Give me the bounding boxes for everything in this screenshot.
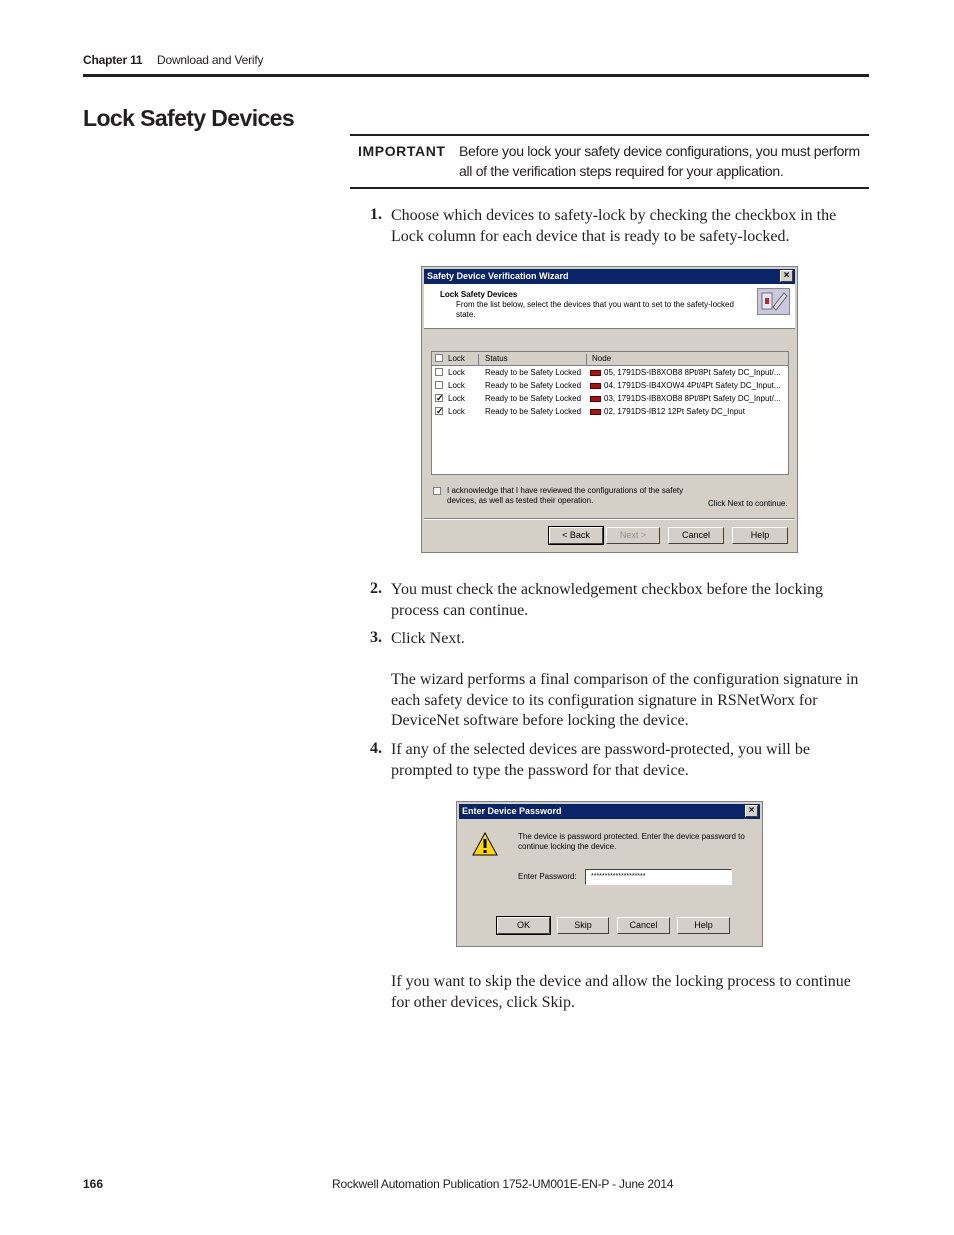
row-status: Ready to be Safety Locked — [485, 381, 582, 390]
lock-checkbox-checked[interactable]: ✓ — [436, 406, 444, 416]
row-lock: Lock — [448, 368, 465, 377]
row-node: 04, 1791DS-IB4XOW4 4Pt/4Pt Safety DC_Input... — [604, 381, 781, 390]
password-field-label: Enter Password: — [518, 872, 577, 881]
step-1-text: Choose which devices to safety-lock by checking the checkbox in the Lock column for each device that is ready to be safety-locked. — [391, 207, 837, 245]
step-3-text: Click Next. — [391, 630, 465, 647]
list-header — [432, 352, 788, 366]
row-lock: Lock — [448, 381, 465, 390]
row-status: Ready to be Safety Locked — [485, 407, 582, 416]
lock-checkbox[interactable] — [435, 368, 443, 376]
table-row[interactable] — [432, 392, 788, 405]
password-message: The device is password protected. Enter the device password to continue locking the device. — [518, 832, 745, 851]
wizard-heading: Lock Safety Devices — [440, 290, 518, 299]
column-header-lock[interactable]: Lock — [448, 354, 479, 365]
password-input[interactable]: ******************** — [585, 869, 732, 885]
wizard-divider — [424, 518, 795, 520]
step-2-number: 2. — [370, 580, 382, 597]
table-row[interactable] — [432, 366, 788, 379]
skip-button[interactable]: Skip — [557, 917, 609, 934]
acknowledge-label: I acknowledge that I have reviewed the configurations of the safety devices, as well as tested their operation. — [447, 486, 684, 505]
step-3-number: 3. — [370, 629, 382, 646]
wizard-title: Safety Device Verification Wizard — [427, 271, 569, 281]
close-icon[interactable]: × — [780, 270, 793, 282]
device-icon — [590, 409, 601, 415]
lock-checkbox[interactable] — [435, 381, 443, 389]
close-icon[interactable]: × — [745, 805, 758, 817]
acknowledge-checkbox[interactable] — [433, 487, 441, 495]
column-header-node[interactable]: Node — [592, 354, 612, 363]
closing-text: If you want to skip the device and allow the locking process to continue for other devices, click Skip. — [391, 973, 851, 1011]
password-dialog-title: Enter Device Password — [462, 806, 562, 816]
header-rule — [83, 74, 869, 77]
wizard-logo-icon — [757, 288, 790, 315]
row-node: 03, 1791DS-IB8XOB8 8Pt/8Pt Safety DC_Input/... — [604, 394, 781, 403]
verification-wizard-window — [421, 266, 798, 553]
page-number: 166 — [83, 1177, 104, 1191]
chapter-title: Download and Verify — [157, 53, 264, 67]
device-icon — [590, 370, 601, 376]
table-row[interactable] — [432, 405, 788, 418]
device-icon — [590, 383, 601, 389]
help-button[interactable]: Help — [732, 527, 788, 544]
row-status: Ready to be Safety Locked — [485, 368, 582, 377]
row-lock: Lock — [448, 394, 465, 403]
column-header-status[interactable]: Status — [485, 354, 587, 365]
important-top-rule — [350, 134, 869, 136]
cancel-button[interactable]: Cancel — [668, 527, 724, 544]
important-label: IMPORTANT — [358, 143, 446, 159]
publication-info: Rockwell Automation Publication 1752-UM001E-EN-P - June 2014 — [332, 1177, 674, 1191]
select-all-checkbox[interactable] — [435, 354, 443, 362]
ok-button[interactable]: OK — [497, 917, 550, 934]
step-3-note: The wizard performs a final comparison of the configuration signature in each safety device to its configuration signature in RSNetWorx for DeviceNet software before locking the device. — [391, 671, 859, 729]
step-1-number: 1. — [370, 206, 382, 223]
important-bottom-rule — [350, 187, 869, 189]
step-2-text: You must check the acknowledgement checkbox before the locking process can continue. — [391, 581, 824, 619]
password-dialog — [456, 801, 763, 947]
step-4-text: If any of the selected devices are password-protected, you will be prompted to type the password for that device. — [391, 741, 810, 779]
step-4-number: 4. — [370, 740, 382, 757]
device-list — [431, 351, 789, 475]
row-node: 05, 1791DS-IB8XOB8 8Pt/8Pt Safety DC_Input/... — [604, 368, 781, 377]
row-lock: Lock — [448, 407, 465, 416]
lock-checkbox-checked[interactable]: ✓ — [436, 393, 444, 403]
next-button[interactable]: Next > — [606, 527, 660, 544]
back-button[interactable]: < Back — [549, 527, 603, 544]
wizard-header-panel — [424, 284, 795, 329]
table-row[interactable] — [432, 379, 788, 392]
important-text: Before you lock your safety device configurations, you must perform all of the verification steps required for your application. — [459, 143, 860, 179]
row-node: 02, 1791DS-IB12 12Pt Safety DC_Input — [604, 407, 745, 416]
wizard-titlebar — [424, 269, 795, 284]
password-titlebar — [459, 804, 760, 819]
device-icon — [590, 396, 601, 402]
section-title: Lock Safety Devices — [83, 105, 295, 131]
cancel-button[interactable]: Cancel — [617, 917, 670, 934]
row-status: Ready to be Safety Locked — [485, 394, 582, 403]
chapter-label: Chapter 11 — [83, 53, 143, 67]
help-button[interactable]: Help — [677, 917, 730, 934]
wizard-description: From the list below, select the devices that you want to set to the safety-locked state. — [456, 300, 734, 319]
wizard-hint: Click Next to continue. — [708, 499, 788, 508]
warning-icon — [472, 832, 498, 861]
